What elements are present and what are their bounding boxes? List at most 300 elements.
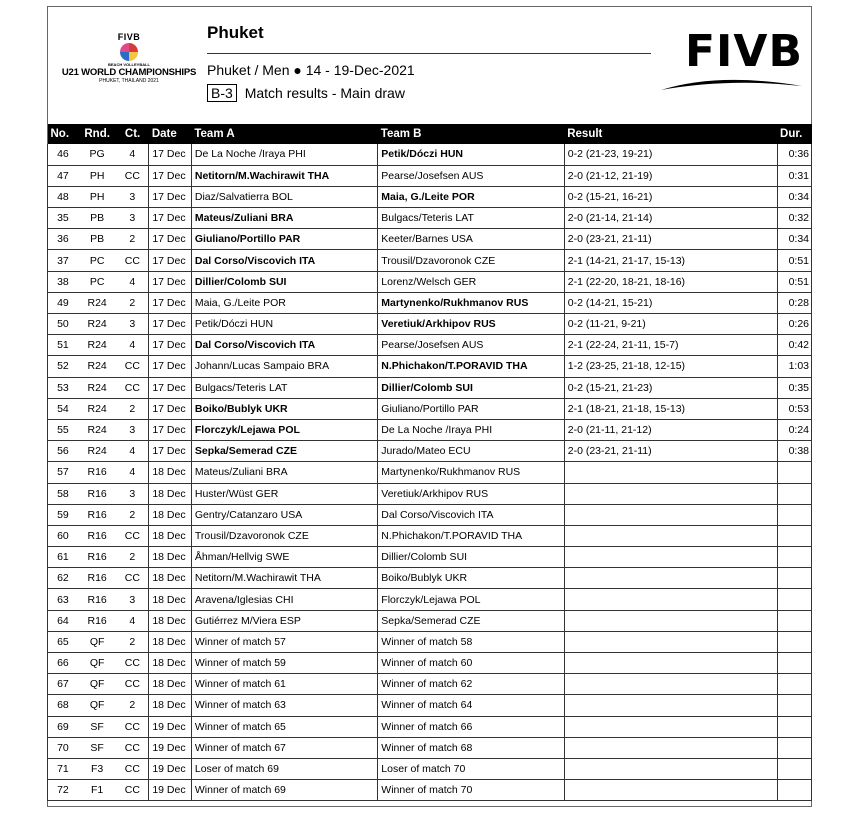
match-date: 17 Dec <box>149 377 192 398</box>
table-row <box>48 335 812 356</box>
team-a: Giuliano/Portillo PAR <box>191 229 377 250</box>
match-round: R24 <box>78 292 117 313</box>
report-name: Match results - Main draw <box>244 85 405 101</box>
match-duration: 1:03 <box>777 356 811 377</box>
table-row <box>48 377 812 398</box>
match-date: 17 Dec <box>149 208 192 229</box>
match-duration: 0:24 <box>777 419 811 440</box>
match-court: 3 <box>116 589 148 610</box>
match-no: 61 <box>48 547 78 568</box>
match-date: 17 Dec <box>149 335 192 356</box>
team-b: Trousil/Dzavoronok CZE <box>378 250 564 271</box>
match-results-table <box>47 124 812 801</box>
team-b: Giuliano/Portillo PAR <box>378 398 564 419</box>
col-duration: Dur. <box>780 128 803 140</box>
match-duration <box>777 780 811 801</box>
table-row <box>48 208 812 229</box>
match-round: PC <box>78 250 117 271</box>
fivb-swoosh-icon <box>659 76 804 92</box>
team-b: Loser of match 70 <box>378 758 564 779</box>
match-round: QF <box>78 695 117 716</box>
match-court: 4 <box>116 271 148 292</box>
team-b: Winner of match 58 <box>378 631 564 652</box>
match-result: 2-1 (22-24, 21-11, 15-7) <box>564 335 777 356</box>
match-court: 2 <box>116 695 148 716</box>
table-row <box>48 568 812 589</box>
match-round: R16 <box>78 504 117 525</box>
match-date: 18 Dec <box>149 610 192 631</box>
match-round: R16 <box>78 547 117 568</box>
team-b: Martynenko/Rukhmanov RUS <box>378 292 564 313</box>
match-date: 18 Dec <box>149 504 192 525</box>
team-b: Sepka/Semerad CZE <box>378 610 564 631</box>
match-court: 2 <box>116 229 148 250</box>
team-b: Winner of match 66 <box>378 716 564 737</box>
team-a: Gutiérrez M/Viera ESP <box>191 610 377 631</box>
report-header <box>47 6 812 122</box>
table-row <box>48 695 812 716</box>
match-court: 2 <box>116 631 148 652</box>
team-b: Dillier/Colomb SUI <box>378 377 564 398</box>
match-duration: 0:53 <box>777 398 811 419</box>
match-no: 71 <box>48 758 78 779</box>
match-date: 18 Dec <box>149 589 192 610</box>
team-a: Mateus/Zuliani BRA <box>191 208 377 229</box>
match-date: 19 Dec <box>149 716 192 737</box>
match-duration: 0:32 <box>777 208 811 229</box>
match-no: 48 <box>48 186 78 207</box>
match-result <box>564 758 777 779</box>
team-b: Winner of match 64 <box>378 695 564 716</box>
match-result <box>564 462 777 483</box>
match-court: CC <box>116 737 148 758</box>
match-no: 52 <box>48 356 78 377</box>
match-round: R16 <box>78 462 117 483</box>
team-a: Winner of match 67 <box>191 737 377 758</box>
match-court: 2 <box>116 547 148 568</box>
team-a: Florczyk/Lejawa POL <box>191 419 377 440</box>
team-b: Dal Corso/Viscovich ITA <box>378 504 564 525</box>
match-date: 18 Dec <box>149 547 192 568</box>
team-a: Sepka/Semerad CZE <box>191 441 377 462</box>
col-result: Result <box>567 128 603 140</box>
team-a: Johann/Lucas Sampaio BRA <box>191 356 377 377</box>
match-result <box>564 525 777 546</box>
match-no: 46 <box>48 144 78 165</box>
team-a: Loser of match 69 <box>191 758 377 779</box>
match-no: 60 <box>48 525 78 546</box>
team-b: Martynenko/Rukhmanov RUS <box>378 462 564 483</box>
match-date: 18 Dec <box>149 483 192 504</box>
match-date: 19 Dec <box>149 758 192 779</box>
match-result <box>564 483 777 504</box>
event-logo <box>59 32 199 84</box>
team-a: Huster/Wüst GER <box>191 483 377 504</box>
match-duration: 0:34 <box>777 186 811 207</box>
match-court: 3 <box>116 186 148 207</box>
match-duration: 0:38 <box>777 441 811 462</box>
team-a: Aravena/Iglesias CHI <box>191 589 377 610</box>
match-duration <box>777 504 811 525</box>
team-a: Maia, G./Leite POR <box>191 292 377 313</box>
team-a: Winner of match 59 <box>191 653 377 674</box>
team-a: Boiko/Bublyk UKR <box>191 398 377 419</box>
event-logo-title: U21 WORLD CHAMPIONSHIPS <box>61 67 197 78</box>
match-round: PG <box>78 144 117 165</box>
team-b: Winner of match 70 <box>378 780 564 801</box>
team-a: Winner of match 63 <box>191 695 377 716</box>
match-duration <box>777 695 811 716</box>
match-date: 18 Dec <box>149 525 192 546</box>
match-court: 4 <box>116 144 148 165</box>
match-duration <box>777 610 811 631</box>
match-result <box>564 547 777 568</box>
match-no: 35 <box>48 208 78 229</box>
match-duration <box>777 525 811 546</box>
event-logo-org: FIVB <box>117 32 141 42</box>
col-court: Ct. <box>124 128 141 140</box>
match-date: 17 Dec <box>149 356 192 377</box>
match-result <box>564 716 777 737</box>
team-a: Petik/Dóczi HUN <box>191 314 377 335</box>
match-court: CC <box>116 356 148 377</box>
match-date: 18 Dec <box>149 568 192 589</box>
match-round: R24 <box>78 335 117 356</box>
table-row <box>48 314 812 335</box>
match-no: 72 <box>48 780 78 801</box>
table-row <box>48 229 812 250</box>
col-team-a: Team A <box>194 128 235 140</box>
match-date: 18 Dec <box>149 462 192 483</box>
match-date: 18 Dec <box>149 695 192 716</box>
match-result: 0-2 (14-21, 15-21) <box>564 292 777 313</box>
match-result <box>564 568 777 589</box>
match-duration <box>777 737 811 758</box>
match-round: R16 <box>78 610 117 631</box>
match-no: 65 <box>48 631 78 652</box>
match-no: 58 <box>48 483 78 504</box>
team-a: Winner of match 61 <box>191 674 377 695</box>
match-duration <box>777 653 811 674</box>
match-no: 59 <box>48 504 78 525</box>
match-court: CC <box>116 250 148 271</box>
team-b: N.Phichakon/T.PORAVID THA <box>378 525 564 546</box>
match-round: R24 <box>78 314 117 335</box>
match-date: 17 Dec <box>149 250 192 271</box>
match-duration <box>777 758 811 779</box>
match-round: SF <box>78 716 117 737</box>
match-date: 17 Dec <box>149 229 192 250</box>
match-no: 69 <box>48 716 78 737</box>
match-duration: 0:31 <box>777 165 811 186</box>
match-date: 17 Dec <box>149 186 192 207</box>
title-divider <box>207 53 651 54</box>
match-court: CC <box>116 716 148 737</box>
match-no: 66 <box>48 653 78 674</box>
event-logo-sport: BEACH VOLLEYBALL <box>108 62 150 67</box>
table-row <box>48 610 812 631</box>
team-a: Diaz/Salvatierra BOL <box>191 186 377 207</box>
match-court: CC <box>116 674 148 695</box>
team-b: Keeter/Barnes USA <box>378 229 564 250</box>
volleyball-icon <box>120 43 138 61</box>
table-header-row <box>48 124 812 144</box>
match-court: 2 <box>116 292 148 313</box>
match-result: 2-0 (23-21, 21-11) <box>564 229 777 250</box>
table-row <box>48 441 812 462</box>
match-court: CC <box>116 780 148 801</box>
table-row <box>48 653 812 674</box>
match-no: 37 <box>48 250 78 271</box>
match-result: 2-1 (14-21, 21-17, 15-13) <box>564 250 777 271</box>
col-team-b: Team B <box>380 128 422 140</box>
table-row <box>48 165 812 186</box>
table-row <box>48 271 812 292</box>
team-b: Boiko/Bublyk UKR <box>378 568 564 589</box>
match-round: R24 <box>78 398 117 419</box>
match-round: QF <box>78 653 117 674</box>
col-no: No. <box>50 128 70 140</box>
match-court: 4 <box>116 335 148 356</box>
team-a: De La Noche /Iraya PHI <box>191 144 377 165</box>
match-court: 2 <box>116 398 148 419</box>
match-court: CC <box>116 525 148 546</box>
match-duration: 0:28 <box>777 292 811 313</box>
match-round: PB <box>78 229 117 250</box>
match-round: R16 <box>78 589 117 610</box>
match-date: 17 Dec <box>149 144 192 165</box>
table-row <box>48 250 812 271</box>
match-result: 0-2 (21-23, 19-21) <box>564 144 777 165</box>
match-result: 2-1 (22-20, 18-21, 18-16) <box>564 271 777 292</box>
match-date: 17 Dec <box>149 314 192 335</box>
match-result <box>564 674 777 695</box>
team-a: Trousil/Dzavoronok CZE <box>191 525 377 546</box>
team-b: Florczyk/Lejawa POL <box>378 589 564 610</box>
match-round: QF <box>78 674 117 695</box>
match-duration <box>777 547 811 568</box>
match-date: 17 Dec <box>149 419 192 440</box>
table-row <box>48 356 812 377</box>
match-date: 19 Dec <box>149 737 192 758</box>
report-line <box>207 85 405 101</box>
match-round: F3 <box>78 758 117 779</box>
team-a: Gentry/Catanzaro USA <box>191 504 377 525</box>
team-b: Lorenz/Welsch GER <box>378 271 564 292</box>
match-no: 64 <box>48 610 78 631</box>
team-a: Åhman/Hellvig SWE <box>191 547 377 568</box>
table-row <box>48 716 812 737</box>
table-row <box>48 144 812 165</box>
table-row <box>48 292 812 313</box>
match-round: R16 <box>78 483 117 504</box>
match-round: R16 <box>78 568 117 589</box>
col-round: Rnd. <box>84 128 110 140</box>
match-round: SF <box>78 737 117 758</box>
report-code: B-3 <box>207 84 237 102</box>
match-duration <box>777 462 811 483</box>
match-result <box>564 504 777 525</box>
team-b: Pearse/Josefsen AUS <box>378 165 564 186</box>
table-row <box>48 674 812 695</box>
match-date: 17 Dec <box>149 292 192 313</box>
match-date: 18 Dec <box>149 631 192 652</box>
match-no: 54 <box>48 398 78 419</box>
table-row <box>48 547 812 568</box>
match-court: CC <box>116 165 148 186</box>
match-duration <box>777 483 811 504</box>
match-date: 18 Dec <box>149 653 192 674</box>
match-date: 17 Dec <box>149 398 192 419</box>
match-court: 3 <box>116 314 148 335</box>
table-row <box>48 737 812 758</box>
table-row <box>48 186 812 207</box>
match-no: 51 <box>48 335 78 356</box>
team-a: Netitorn/M.Wachirawit THA <box>191 568 377 589</box>
team-b: Winner of match 60 <box>378 653 564 674</box>
table-row <box>48 758 812 779</box>
team-a: Dal Corso/Viscovich ITA <box>191 250 377 271</box>
match-date: 17 Dec <box>149 165 192 186</box>
match-duration: 0:36 <box>777 144 811 165</box>
match-result: 0-2 (15-21, 16-21) <box>564 186 777 207</box>
team-b: Veretiuk/Arkhipov RUS <box>378 483 564 504</box>
match-date: 19 Dec <box>149 780 192 801</box>
table-row <box>48 504 812 525</box>
match-no: 63 <box>48 589 78 610</box>
col-date: Date <box>151 128 177 140</box>
match-round: PH <box>78 165 117 186</box>
team-b: Petik/Dóczi HUN <box>378 144 564 165</box>
match-court: CC <box>116 568 148 589</box>
match-round: R24 <box>78 377 117 398</box>
match-round: QF <box>78 631 117 652</box>
match-round: PH <box>78 186 117 207</box>
match-duration <box>777 631 811 652</box>
match-round: R24 <box>78 419 117 440</box>
event-logo-place: PHUKET, THAILAND 2021 <box>99 78 159 84</box>
team-b: Bulgacs/Teteris LAT <box>378 208 564 229</box>
team-a: Winner of match 57 <box>191 631 377 652</box>
match-no: 70 <box>48 737 78 758</box>
match-no: 47 <box>48 165 78 186</box>
match-court: 4 <box>116 462 148 483</box>
match-no: 62 <box>48 568 78 589</box>
match-result <box>564 653 777 674</box>
match-duration <box>777 716 811 737</box>
match-no: 68 <box>48 695 78 716</box>
match-duration: 0:51 <box>777 271 811 292</box>
match-no: 56 <box>48 441 78 462</box>
table-row <box>48 525 812 546</box>
team-b: Pearse/Josefsen AUS <box>378 335 564 356</box>
match-date: 17 Dec <box>149 271 192 292</box>
match-duration: 0:42 <box>777 335 811 356</box>
match-duration <box>777 589 811 610</box>
page-title: Phuket <box>207 23 264 42</box>
table-row <box>48 398 812 419</box>
team-b: Winner of match 68 <box>378 737 564 758</box>
match-duration: 0:35 <box>777 377 811 398</box>
team-b: N.Phichakon/T.PORAVID THA <box>378 356 564 377</box>
match-result: 2-0 (23-21, 21-11) <box>564 441 777 462</box>
match-court: CC <box>116 377 148 398</box>
match-result: 2-0 (21-12, 21-19) <box>564 165 777 186</box>
match-court: 3 <box>116 208 148 229</box>
team-b: Maia, G./Leite POR <box>378 186 564 207</box>
table-row <box>48 483 812 504</box>
match-court: CC <box>116 653 148 674</box>
team-a: Winner of match 65 <box>191 716 377 737</box>
team-b: Jurado/Mateo ECU <box>378 441 564 462</box>
match-no: 67 <box>48 674 78 695</box>
match-round: PB <box>78 208 117 229</box>
match-result <box>564 610 777 631</box>
match-no: 57 <box>48 462 78 483</box>
table-row <box>48 419 812 440</box>
match-no: 50 <box>48 314 78 335</box>
match-result <box>564 589 777 610</box>
team-b: Veretiuk/Arkhipov RUS <box>378 314 564 335</box>
fivb-logo: FIVB <box>685 26 804 77</box>
match-result: 2-0 (21-11, 21-12) <box>564 419 777 440</box>
team-b: De La Noche /Iraya PHI <box>378 419 564 440</box>
match-result: 2-1 (18-21, 21-18, 15-13) <box>564 398 777 419</box>
match-no: 38 <box>48 271 78 292</box>
match-result <box>564 737 777 758</box>
match-date: 17 Dec <box>149 441 192 462</box>
match-round: R24 <box>78 356 117 377</box>
team-a: Winner of match 69 <box>191 780 377 801</box>
match-result <box>564 631 777 652</box>
team-a: Netitorn/M.Wachirawit THA <box>191 165 377 186</box>
match-duration <box>777 674 811 695</box>
match-duration: 0:51 <box>777 250 811 271</box>
team-a: Bulgacs/Teteris LAT <box>191 377 377 398</box>
table-row <box>48 631 812 652</box>
match-round: F1 <box>78 780 117 801</box>
match-court: 3 <box>116 483 148 504</box>
match-court: 2 <box>116 504 148 525</box>
match-result: 2-0 (21-14, 21-14) <box>564 208 777 229</box>
event-subtitle: Phuket / Men ● 14 - 19-Dec-2021 <box>207 62 415 78</box>
team-a: Mateus/Zuliani BRA <box>191 462 377 483</box>
match-no: 55 <box>48 419 78 440</box>
table-row <box>48 780 812 801</box>
match-round: R24 <box>78 441 117 462</box>
table-row <box>48 462 812 483</box>
match-duration <box>777 568 811 589</box>
match-no: 36 <box>48 229 78 250</box>
match-round: PC <box>78 271 117 292</box>
match-result <box>564 780 777 801</box>
table-row <box>48 589 812 610</box>
match-court: CC <box>116 758 148 779</box>
match-no: 53 <box>48 377 78 398</box>
match-result: 0-2 (15-21, 21-23) <box>564 377 777 398</box>
match-court: 4 <box>116 610 148 631</box>
match-result <box>564 695 777 716</box>
team-a: Dillier/Colomb SUI <box>191 271 377 292</box>
match-court: 4 <box>116 441 148 462</box>
match-result: 1-2 (23-25, 21-18, 12-15) <box>564 356 777 377</box>
match-court: 3 <box>116 419 148 440</box>
match-round: R16 <box>78 525 117 546</box>
match-duration: 0:34 <box>777 229 811 250</box>
team-b: Winner of match 62 <box>378 674 564 695</box>
match-date: 18 Dec <box>149 674 192 695</box>
match-duration: 0:26 <box>777 314 811 335</box>
